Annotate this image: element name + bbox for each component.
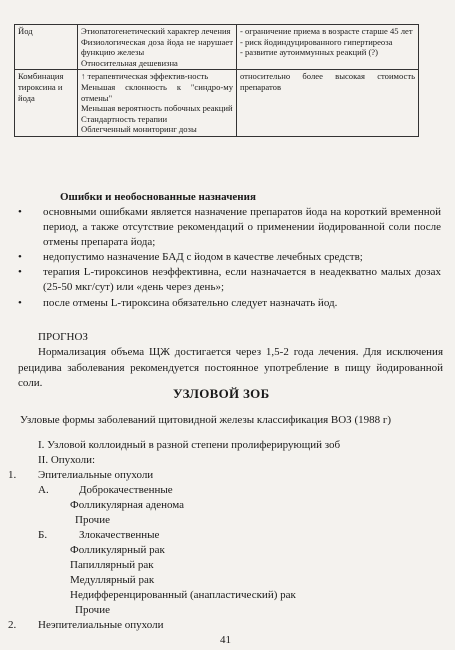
classification-line: I. Узловой коллоидный в разной степени пролиферирующий зоб bbox=[38, 439, 341, 451]
list-marker: А. bbox=[38, 484, 49, 496]
table-cell-cons bbox=[237, 25, 419, 70]
section-title: УЗЛОВОЙ ЗОБ bbox=[173, 386, 270, 401]
prognosis-text: Нормализация объема ЩЖ достигается через 1,5-2 года лечения. Для исключения рецидива заболевания рекомендуется постоянное употребление в пищу йодированной соли. bbox=[18, 346, 443, 389]
classification-line: Злокачественные bbox=[79, 529, 160, 541]
classification-line: Эпителиальные опухоли bbox=[38, 469, 154, 481]
classification-line: Доброкачественные bbox=[79, 484, 173, 496]
pro-item: Стандартность терапии bbox=[81, 113, 168, 124]
bullet-icon: • bbox=[18, 251, 22, 263]
table-row bbox=[15, 70, 419, 137]
section-subtitle: Узловые формы заболеваний щитовидной железы классификация ВОЗ (1988 г) bbox=[20, 414, 392, 426]
pro-item: Физиологическая доза йода не нарушает функцию железы bbox=[81, 36, 233, 58]
classification-line: Фолликулярная аденома bbox=[70, 499, 185, 511]
con-item: - ограничение приема в возрасте старше 45 лет bbox=[240, 26, 413, 36]
classification-line: II. Опухоли: bbox=[38, 454, 96, 466]
pro-item: Меньшая склонность к "синдро-му отмены" bbox=[81, 81, 233, 103]
error-item: после отмены L-тироксина обязательно следует назначать йод. bbox=[43, 297, 338, 309]
bullet-icon: • bbox=[18, 266, 22, 278]
error-item: терапия L-тироксинов неэффективна, если назначается в неадекватно малых дозах (25-50 мкг/сут) или «день через день»; bbox=[43, 266, 441, 293]
treatment-comparison-table bbox=[14, 24, 419, 137]
bullet-icon: • bbox=[18, 297, 22, 309]
classification-line: Недифференцированный (анапластический) рак bbox=[70, 589, 296, 601]
table-cell-pros bbox=[78, 25, 237, 70]
pro-item: ↑ терапевтическая эффектив-ность bbox=[81, 71, 209, 82]
pro-item: Этиопатогенетический характер лечения bbox=[81, 26, 231, 36]
list-marker: 2. bbox=[8, 619, 17, 631]
classification-line: Папиллярный рак bbox=[70, 559, 154, 571]
con-item: - риск йодиндуцированного гипертиреоза bbox=[240, 36, 393, 47]
bullet-icon: • bbox=[18, 206, 22, 218]
errors-heading: Ошибки и необоснованные назначения bbox=[60, 191, 256, 203]
classification-line: Фолликулярный рак bbox=[70, 544, 165, 556]
list-marker: 1. bbox=[8, 469, 17, 481]
pro-item: Относительная дешевизна bbox=[81, 57, 178, 68]
pro-item: Облегченный мониторинг дозы bbox=[81, 124, 197, 135]
table-cell-name: Йод bbox=[15, 25, 78, 70]
table-cell-name: Комбинация тироксина и йода bbox=[15, 70, 78, 137]
classification-line: Прочие bbox=[75, 604, 110, 616]
con-item: - развитие аутоиммунных реакций (?) bbox=[240, 47, 378, 58]
classification-line: Прочие bbox=[75, 514, 110, 526]
classification-line: Неэпителиальные опухоли bbox=[38, 619, 164, 631]
error-item: основными ошибками является назначение препаратов йода на короткий временной период, а также отсутствие рекомендаций о применении йодированной соли после отмены препарата йода; bbox=[43, 206, 441, 248]
table-cell-pros bbox=[78, 70, 237, 137]
error-item: недопустимо назначение БАД с йодом в качестве лечебных средств; bbox=[43, 251, 363, 263]
con-item: относительно более высокая стоимость препаратов bbox=[240, 71, 415, 92]
table-cell-cons bbox=[237, 70, 419, 137]
table-row bbox=[15, 25, 419, 70]
list-marker: Б. bbox=[38, 529, 48, 541]
prognosis-heading: ПРОГНОЗ bbox=[38, 331, 88, 343]
pro-item: Меньшая вероятность побочных реакций bbox=[81, 103, 233, 114]
page-number: 41 bbox=[220, 634, 231, 646]
classification-line: Медуллярный рак bbox=[70, 574, 155, 586]
